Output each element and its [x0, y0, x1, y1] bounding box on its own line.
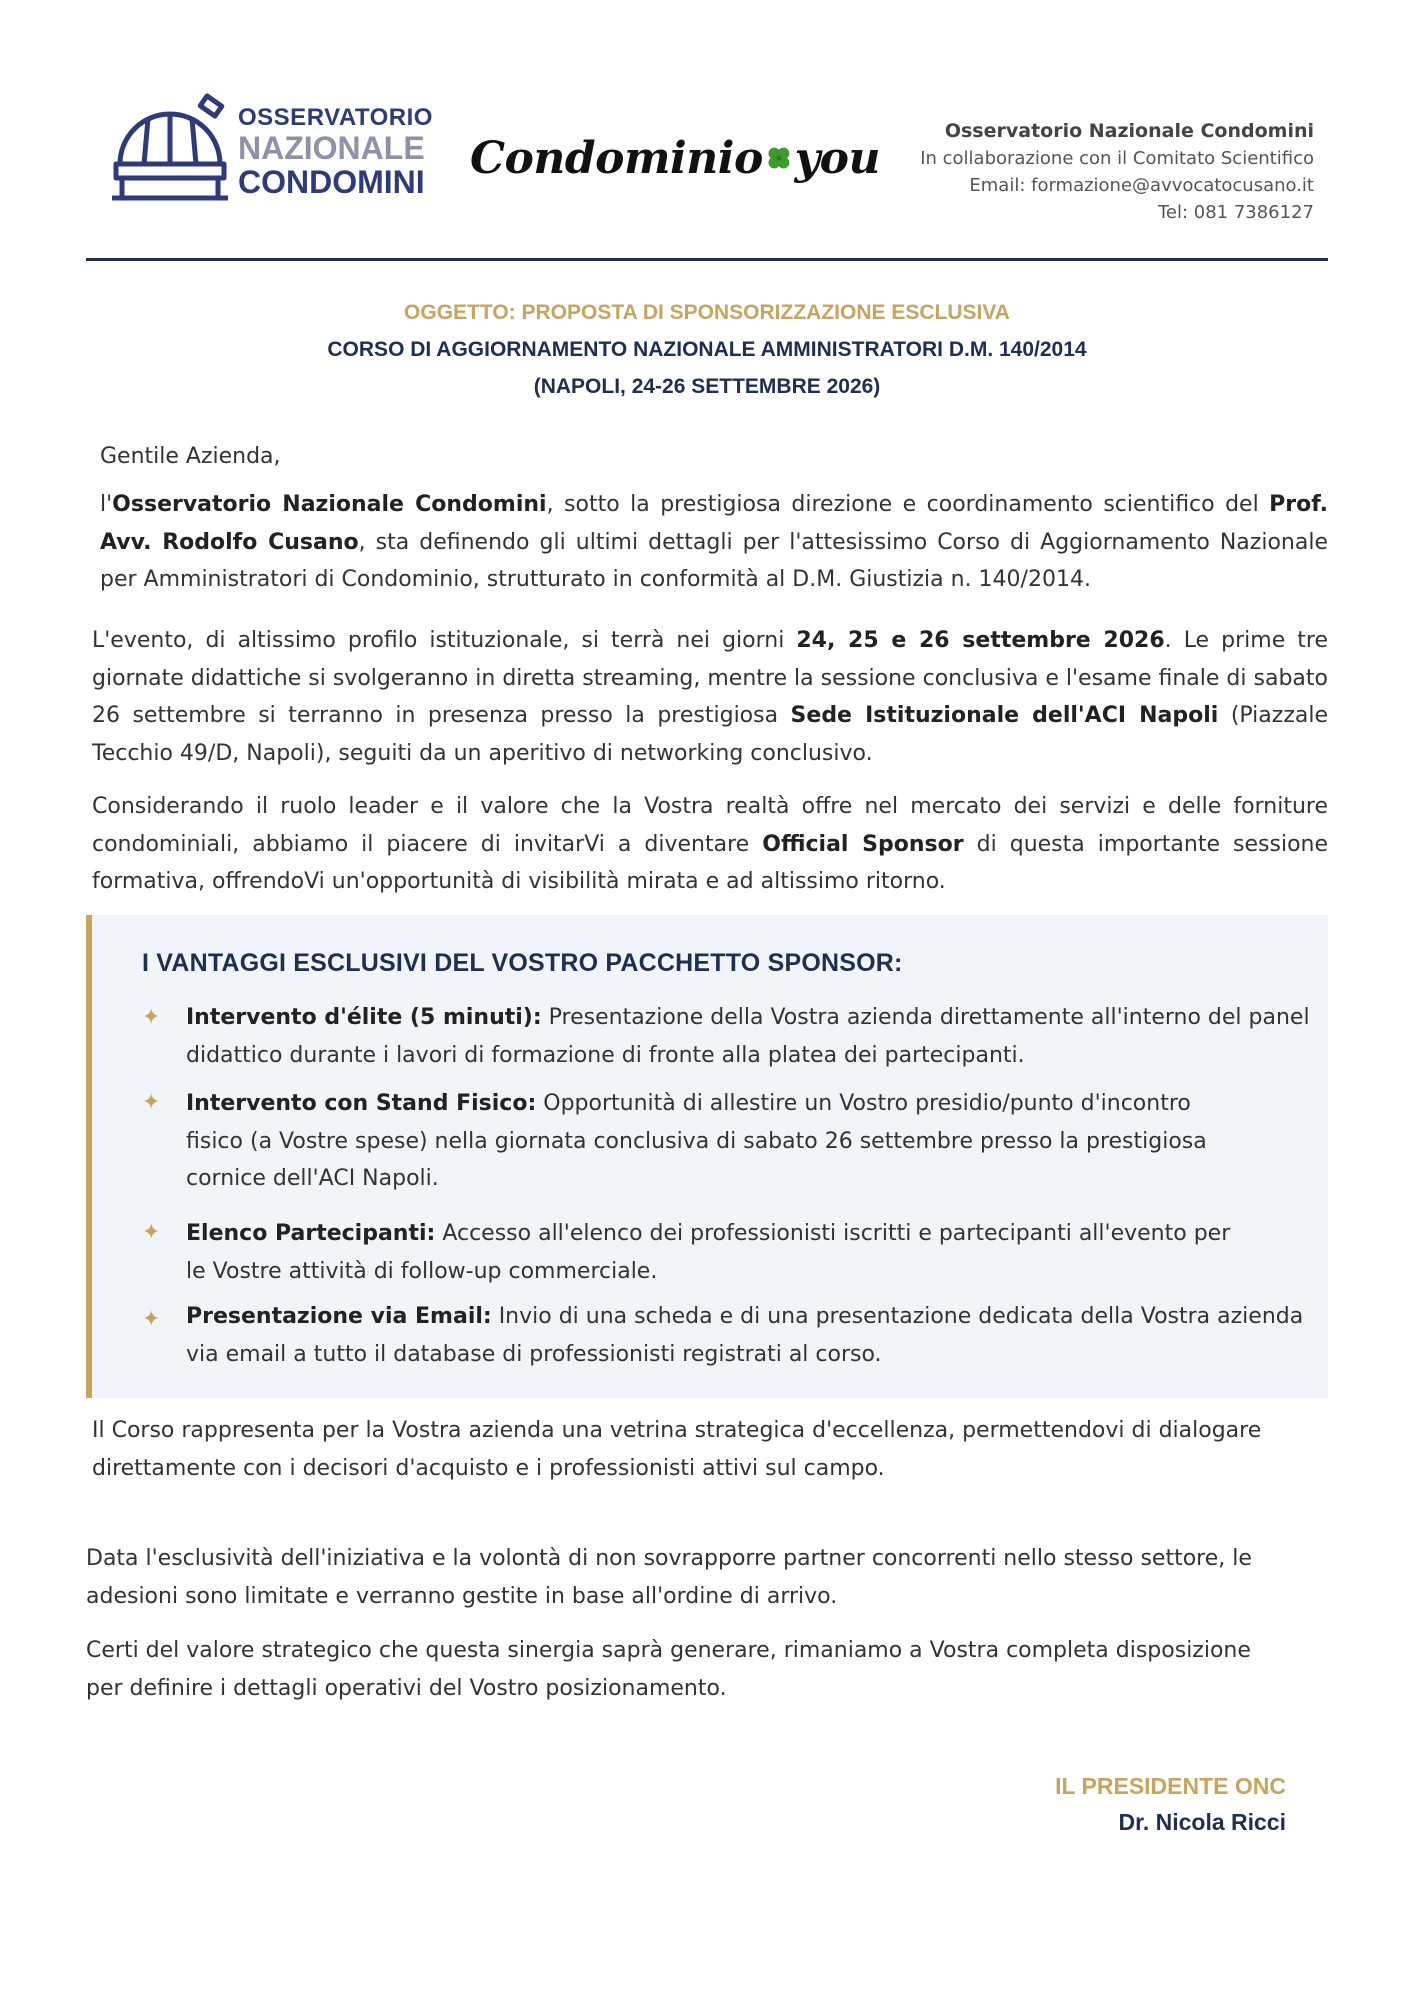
- paragraph-intro: l'Osservatorio Nazionale Condomini, sotto la prestigiosa direzione e coordinamento scientifico del Prof. Avv. Rodolfo Cusano, sta definendo gli ultimi dettagli per l'attesissimo Corso di Aggiornamento Nazionale per Amministratori di Condominio, strutturato in conformità al D.M. Giustizia n. 140/2014.: [100, 492, 1328, 592]
- contact-org: Osservatorio Nazionale Condomini: [944, 120, 1314, 142]
- signature-name: Dr. Nicola Ricci: [1118, 1809, 1286, 1835]
- observatory-dome-icon: [108, 92, 233, 204]
- benefit-item: Intervento con Stand Fisico: Opportunità di allestire un Vostro presidio/punto d'incontro fisico (a Vostre spese) nella giornata conclusiva di sabato 26 settembre presso la prestigiosa cornice dell'ACI Napoli.: [186, 1091, 1207, 1191]
- logo-condominio-you: [470, 118, 880, 198]
- org-name-bold: Osservatorio Nazionale Condomini: [112, 492, 547, 517]
- four-point-star-icon: ✦: [142, 1220, 161, 1245]
- logo-line1: OSSERVATORIO: [238, 104, 433, 131]
- subject-block: [0, 294, 1414, 405]
- sponsor-benefits-box: [86, 915, 1328, 1398]
- logo-line3: CONDOMINI: [238, 164, 425, 200]
- benefits-title: I VANTAGGI ESCLUSIVI DEL VOSTRO PACCHETTO SPONSOR:: [142, 949, 903, 977]
- director-name-bold: Prof. Avv. Rodolfo Cusano: [100, 492, 1328, 555]
- venue-bold: Sede Istituzionale dell'ACI Napoli: [790, 703, 1219, 728]
- subject-line2: CORSO DI AGGIORNAMENTO NAZIONALE AMMINISTRATORI D.M. 140/2014: [327, 338, 1087, 361]
- paragraph-showcase: Il Corso rappresenta per la Vostra azienda una vetrina strategica d'eccellenza, permettendovi di dialogare direttamente con i decisori d'acquisto e i professionisti attivi sul campo.: [92, 1418, 1262, 1481]
- contact-email[interactable]: Email: formazione@avvocatocusano.it: [969, 175, 1314, 196]
- header-divider: [86, 258, 1328, 261]
- subject-line3: (NAPOLI, 24-26 SETTEMBRE 2026): [533, 375, 881, 398]
- greeting: Gentile Azienda,: [100, 444, 281, 469]
- paragraph-invite: Considerando il ruolo leader e il valore che la Vostra realtà offre nel mercato dei servizi e delle forniture condominiali, abbiamo il piacere di invitarVi a diventare Official Sponsor di questa importante sessione formativa, offrendoVi un'opportunità di visibilità mirata e ad altissimo ritorno.: [92, 794, 1329, 894]
- signature-title: IL PRESIDENTE ONC: [1055, 1773, 1286, 1799]
- paragraph-event: L'evento, di altissimo profilo istituzionale, si terrà nei giorni 24, 25 e 26 settembre 2026. Le prime tre giornate didattiche si svolgeranno in diretta streaming, mentre la sessione conclusiva e l'esame finale di sabato 26 settembre si terranno in presenza presso la prestigiosa Sede Istituzionale dell'ACI Napoli (Piazzale Tecchio 49/D, Napoli), seguiti da un aperitivo di networking conclusivo.: [92, 628, 1329, 766]
- benefit-item: Intervento d'élite (5 minuti): Presentazione della Vostra azienda direttamente all'interno del panel didattico durante i lavori di formazione di fronte alla platea dei partecipanti.: [186, 1005, 1310, 1068]
- paragraph-closing: Certi del valore strategico che questa sinergia saprà generare, rimaniamo a Vostra completa disposizione per definire i dettagli operativi del Vostro posizionamento.: [86, 1638, 1251, 1701]
- paragraph-exclusivity: Data l'esclusività dell'iniziativa e la volontà di non sovrapporre partner concorrenti nello stesso settore, le adesioni sono limitate e verranno gestite in base all'ordine di arrivo.: [86, 1546, 1252, 1609]
- contact-block: [920, 118, 1314, 226]
- signature-block: [1055, 1768, 1286, 1840]
- official-sponsor-bold: Official Sponsor: [762, 831, 964, 857]
- logo-osservatorio: [108, 92, 438, 204]
- logo-line2: NAZIONALE: [238, 130, 425, 166]
- event-dates-bold: 24, 25 e 26 settembre 2026: [796, 628, 1165, 653]
- four-point-star-icon: ✦: [142, 1307, 161, 1332]
- four-point-star-icon: ✦: [142, 1090, 161, 1115]
- four-point-star-icon: ✦: [142, 1005, 161, 1030]
- four-leaf-clover-icon: [765, 134, 793, 182]
- logo-word-you: you: [794, 132, 880, 184]
- subject-line1: OGGETTO: PROPOSTA DI SPONSORIZZAZIONE ESCLUSIVA: [404, 301, 1010, 324]
- benefit-item: Elenco Partecipanti: Accesso all'elenco dei professionisti iscritti e partecipanti all'evento per le Vostre attività di follow-up commerciale.: [186, 1221, 1231, 1284]
- benefit-item: Presentazione via Email: Invio di una scheda e di una presentazione dedicata della Vostra azienda via email a tutto il database di professionisti registrati al corso.: [186, 1304, 1304, 1367]
- contact-collab: In collaborazione con il Comitato Scientifico: [920, 148, 1314, 169]
- contact-tel: Tel: 081 7386127: [1157, 202, 1314, 223]
- logo-word-condominio: Condominio: [470, 132, 763, 184]
